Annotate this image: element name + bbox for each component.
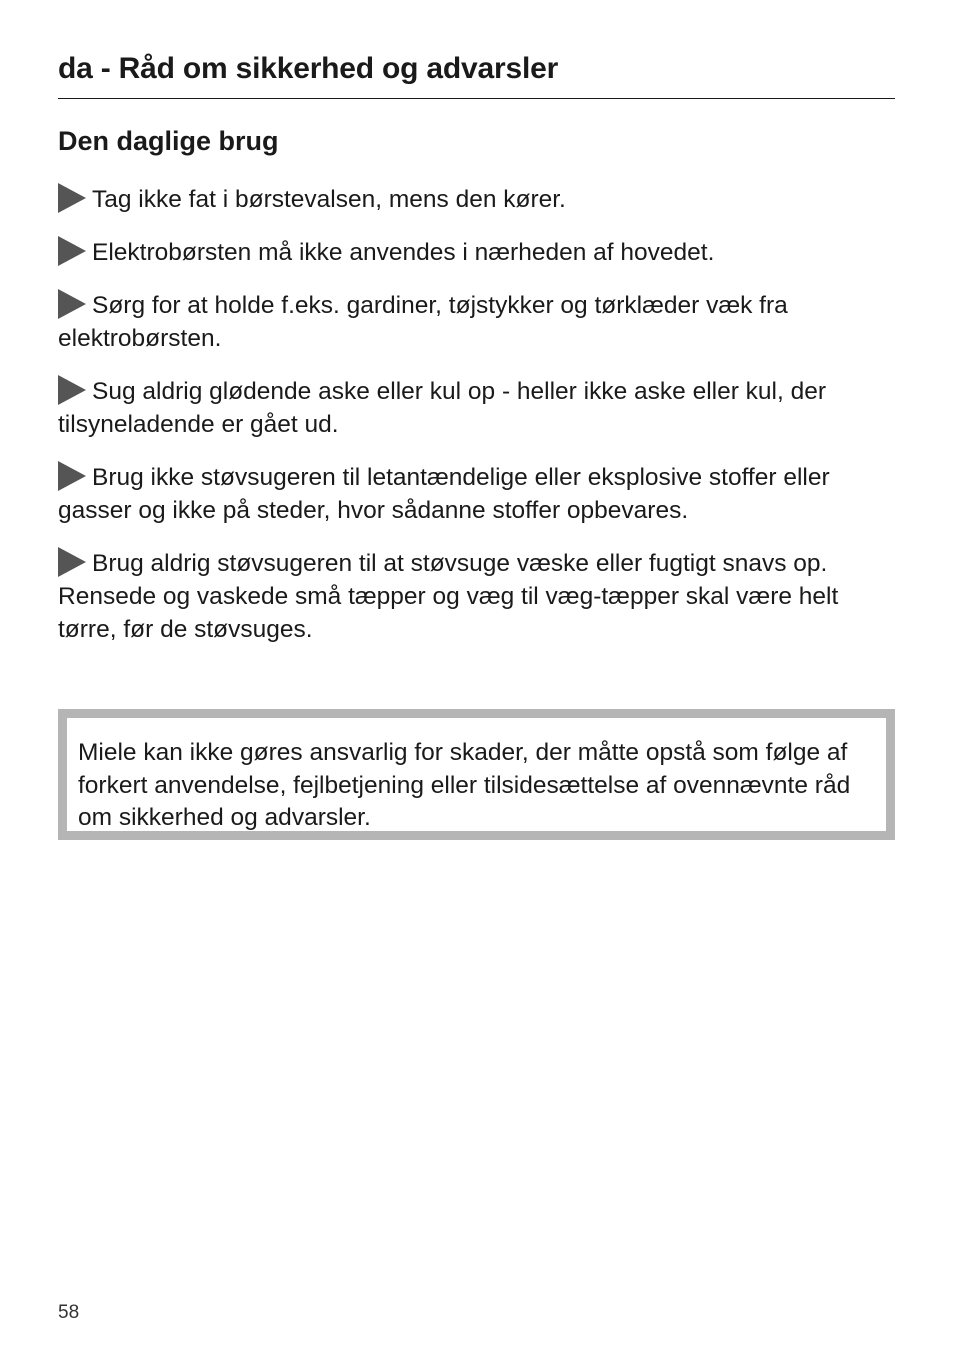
triangle-arrow-icon xyxy=(58,547,86,577)
warning-text: Brug aldrig støvsugeren til at støvsuge væske eller fugtigt snavs op. Rensede og vaskede små tæpper og væg til væg-tæpper skal være helt tørre, før de støvsuges. xyxy=(58,550,839,643)
warning-text: Sørg for at holde f.eks. gardiner, tøjstykker og tørklæder væk fra elektrobørsten. xyxy=(58,292,788,352)
warning-text: Brug ikke støvsugeren til letantændelige eller eksplosive stoffer eller gasser og ikke på steder, hvor sådanne stoffer opbevares. xyxy=(58,464,830,524)
warning-text: Tag ikke fat i børstevalsen, mens den kører. xyxy=(92,186,566,213)
triangle-arrow-icon xyxy=(58,236,86,266)
warning-text: Sug aldrig glødende aske eller kul op - heller ikke aske eller kul, der tilsyneladende er gået ud. xyxy=(58,378,827,438)
triangle-arrow-icon xyxy=(58,289,86,319)
triangle-arrow-icon xyxy=(58,461,86,491)
header-divider xyxy=(58,98,895,99)
notice-box xyxy=(58,709,895,840)
triangle-arrow-icon xyxy=(58,375,86,405)
warning-item xyxy=(58,547,895,646)
warning-item xyxy=(58,461,895,527)
page-title: da - Råd om sikkerhed og advarsler xyxy=(58,52,559,85)
warning-text: Elektrobørsten må ikke anvendes i nærheden af hovedet. xyxy=(92,239,715,266)
warning-item xyxy=(58,236,895,269)
section-heading: Den daglige brug xyxy=(58,126,279,156)
warning-list xyxy=(58,183,895,666)
warning-item xyxy=(58,183,895,216)
notice-text: Miele kan ikke gøres ansvarlig for skader, der måtte opstå som følge af forkert anvendelse, fejlbetjening eller tilsidesættelse af ovennævnte råd om sikkerhed og advarsler. xyxy=(78,739,851,831)
warning-item xyxy=(58,289,895,355)
triangle-arrow-icon xyxy=(58,183,86,213)
warning-item xyxy=(58,375,895,441)
page-number: 58 xyxy=(58,1302,80,1323)
